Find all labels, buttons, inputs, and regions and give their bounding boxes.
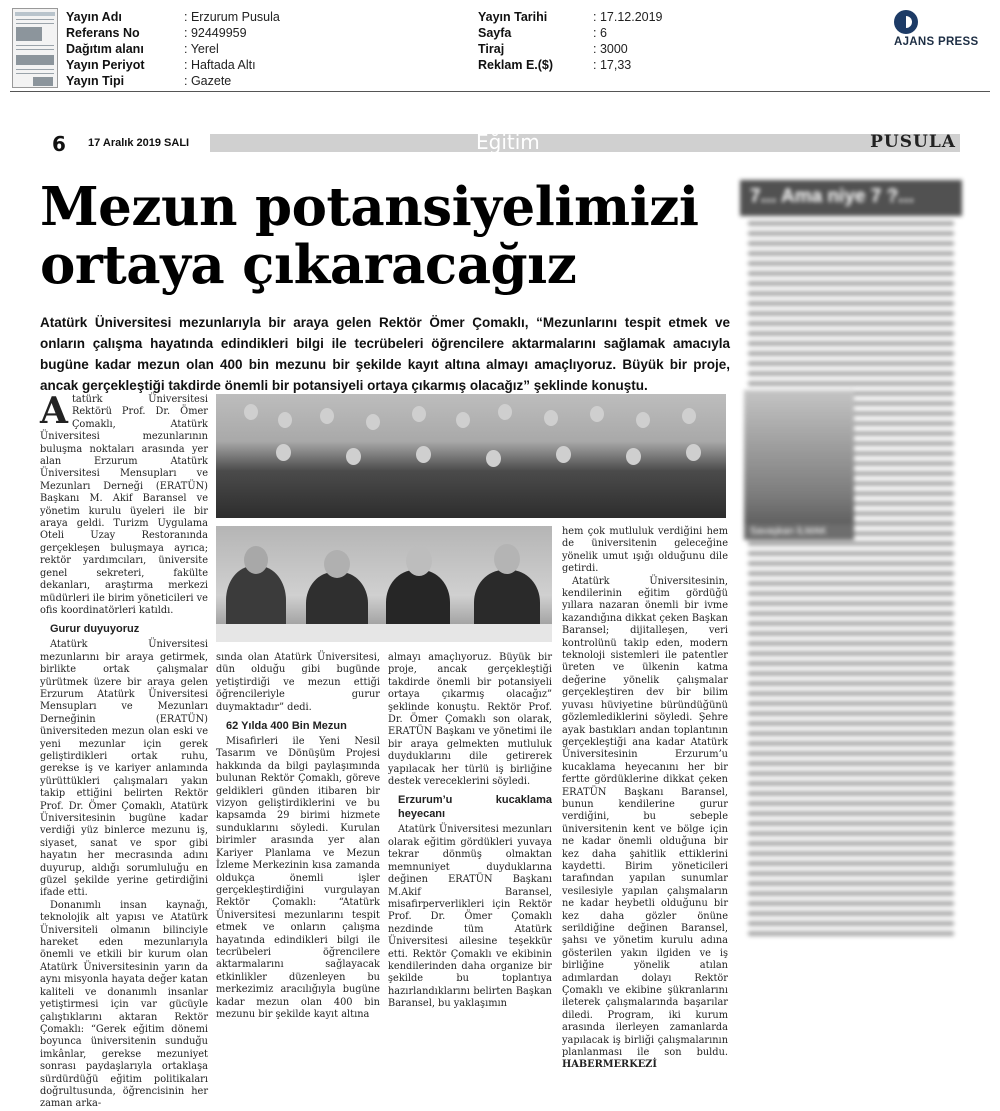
meta-row-distribution xyxy=(66,41,280,57)
paragraph: Atatürk Üniversitesi mezunları olarak eğitim gördükleri yuvaya tekrar dönmüş olmaktan memnuniyet duyduklarına değinen ERATÜN Başkanı M.Akif Baransel, misafirperverlikleri için Rektör Prof. Dr. Ömer Çomaklı nezdinde tüm Atatürk Üniversitesi ailesine teşekkür etti. Rektör Çomaklı ve ekibinin kendilerinden daha organize bir şekilde bu toplantıya hazırlandıklarını belirten Başkan Baransel, bu yaklaşımın xyxy=(388,824,552,1010)
side-text-line xyxy=(748,831,954,836)
side-text-line xyxy=(748,821,954,826)
columnist-name: Savaşkan İLMAK xyxy=(744,524,854,540)
meta-value: : Erzurum Pusula xyxy=(184,10,280,24)
meta-label: Yayın Periyot xyxy=(66,58,145,72)
side-text-line xyxy=(748,561,954,566)
side-text-line xyxy=(748,571,954,576)
side-text-line xyxy=(748,891,954,896)
side-text-line xyxy=(748,271,954,276)
paragraph: Atatürk Üniversitesinin, kendilerinin eğitim gördüğü yıllara nazaran önemli bir ivme kazandığına dikkat çeken Başkan Baransel; dijitalleşen, veri kontrolünü takip eden, modern teknoloji sistemleri ile patentler üreten ve ülkenin katma değerine yönelik çalışmalar gerçekleştiren dev bir bilim yuvası hüviyetine büründüğünü gözlemlediklerini söyledi. Şehre ayak bastıkları andan toplantının gerçekleştiği ana kadar Atatürk Üniversitesinin Erzurum’u kucaklama heyecanını her bir fertte gördüklerine dikkat çeken ERATÜN Başkanı Baransel, bunun kendilerine gurur verdiğini, bu sebeple üniversitenin kent ve bölge için ne kadar önemli olduğuna bir kez daha şahitlik ettiklerini kaydetti. Birim yöneticileri tarafından yapılan sunumlar vesilesiyle yapılan çalışmaların ne kadar heybetli olduğunu bir kez daha gözler önüne serildiğine değinen Baransel, şahsı ve yönetim kurulu adına gösterilen yakın ilgiden ve iş birliğine yönelik atılan adımlardan dolayı Rektör Çomaklı ve ekibine şükranlarını ileterek çalışmalarında başarılar diledi. Program, iki kurum arasında ilerleyen zamanlarda yapılacak iş birliği çalışmalarının planlanması ile son buldu. xyxy=(562,575,728,1059)
meta-label: Referans No xyxy=(66,26,140,40)
person-head xyxy=(456,412,470,428)
thumb-line xyxy=(16,69,54,70)
person-head xyxy=(682,408,696,424)
side-text-line xyxy=(748,781,954,786)
meta-label: Yayın Tarihi xyxy=(478,10,548,24)
person-head xyxy=(636,412,650,428)
thumb-bar xyxy=(15,12,55,16)
thumb-block xyxy=(33,77,53,86)
meta-value: : 17.12.2019 xyxy=(593,10,663,24)
person-head xyxy=(346,448,361,465)
subheading: Erzurum’u kucaklama heyecanı xyxy=(398,794,552,821)
panel-photo[interactable] xyxy=(216,526,552,642)
side-text-line xyxy=(748,341,954,346)
side-text-line xyxy=(748,241,954,246)
side-text-line xyxy=(748,911,954,916)
meta-value: : Haftada Altı xyxy=(184,58,256,72)
meta-value: : 6 xyxy=(593,26,607,40)
article-column-2 xyxy=(216,652,380,1020)
issue-date: 17 Aralık 2019 SALI xyxy=(88,137,190,149)
person-head xyxy=(544,410,558,426)
paragraph: tatürk Üniversitesi Rektörü Prof. Dr. Ömer Çomaklı, Atatürk Üniversitesi mezunlarının buluşma noktaları arasında yer alan Erzurum Atatürk Üniversitesi Mensupları ve Mezunları Derneği (ERATÜN) Başkanı M. Akif Baransel ve yönetim kurulu üyeleri ile bir araya geldi. Turizm Uygulama Oteli Uzay Restoranında gerçekleşen buluşmaya ayrıca; rektör yardımcıları, üniversite genel sekreteri, fakülte dekanları, araştırma merkezi müdürleri ile birim yöneticileri ve ofis koordinatörleri katıldı. xyxy=(40,394,208,616)
meta-row-date xyxy=(478,9,663,25)
side-text-line xyxy=(748,721,954,726)
meta-row-page xyxy=(478,25,663,41)
meta-row-circulation xyxy=(478,41,663,57)
article-column-1 xyxy=(40,390,208,1110)
page-number: 6 xyxy=(52,132,66,156)
person-head xyxy=(406,546,432,576)
side-text-line xyxy=(748,231,954,236)
side-text-line xyxy=(748,631,954,636)
side-column-title: 7... Ama niye 7 ?... xyxy=(740,180,962,216)
paragraph: almayı amaçlıyoruz. Büyük bir proje, ancak gerçekleştiği takdirde önemli bir potansiyeli ortaya çıkarmış olacağız” şeklinde konuştu. Rektör Prof. Dr. Ömer Çomaklı son olarak, ERATÜN Başkanı ve yönetimi ile bir araya gelmekten mutluluk duyduklarını dile getirerek yapılacak her türlü iş birliğine destek vereceklerini söyledi. xyxy=(388,652,552,788)
meta-value: : Gazete xyxy=(184,74,232,88)
side-text-line xyxy=(748,761,954,766)
side-text-line xyxy=(748,751,954,756)
meta-value: : 17,33 xyxy=(593,58,632,72)
side-text-line xyxy=(748,731,954,736)
person-head xyxy=(366,414,380,430)
blurred-side-column xyxy=(740,180,962,944)
headline-line: Mezun potansiyelimizi xyxy=(40,176,699,238)
group-photo[interactable] xyxy=(216,394,726,518)
clipping-header xyxy=(0,0,1000,92)
person-head xyxy=(244,404,258,420)
byline: HABERMERKEZİ xyxy=(562,1059,657,1071)
side-text-line xyxy=(748,881,954,886)
person-head xyxy=(412,406,426,422)
meta-value: : 3000 xyxy=(593,42,628,56)
side-text-line xyxy=(748,221,954,226)
side-text-line xyxy=(748,291,954,296)
side-text-line xyxy=(748,651,954,656)
side-text-line xyxy=(748,661,954,666)
side-text-line xyxy=(748,691,954,696)
side-text-line xyxy=(748,931,954,936)
page-thumbnail[interactable] xyxy=(12,8,58,88)
side-text-line xyxy=(748,671,954,676)
paragraph: hem çok mutluluk verdiğini hem de üniversitenin geleceğine yönelik umut ışığı olduğunu dile getirdi. xyxy=(562,526,728,575)
thumb-line xyxy=(16,73,54,74)
side-text-line xyxy=(748,901,954,906)
newspaper-name: PUSULA xyxy=(870,132,956,152)
meta-label: Tiraj xyxy=(478,42,505,56)
side-text-line xyxy=(748,921,954,926)
side-text-line xyxy=(748,351,954,356)
meta-label: Reklam E.($) xyxy=(478,58,554,72)
person-head xyxy=(686,444,701,461)
side-text-line xyxy=(748,611,954,616)
side-text-line xyxy=(748,771,954,776)
article-column-3 xyxy=(388,652,552,1010)
side-text-line xyxy=(748,321,954,326)
side-text-line xyxy=(748,811,954,816)
side-text-line xyxy=(748,251,954,256)
side-text-line xyxy=(748,361,954,366)
article-headline xyxy=(40,178,730,294)
person-head xyxy=(278,412,292,428)
panel-table xyxy=(216,624,552,642)
side-text-line xyxy=(748,541,954,546)
ajans-press-logo xyxy=(894,10,990,50)
article-column-4 xyxy=(562,526,728,1071)
meta-value: : 92449959 xyxy=(184,26,247,40)
meta-row-publication xyxy=(66,9,280,25)
thumb-line xyxy=(16,49,54,50)
ribbon-left xyxy=(42,130,210,156)
side-text-line xyxy=(748,841,954,846)
paragraph: Donanımlı insan kaynağı, teknolojik alt yapısı ve Atatürk Üniversiteli olmanın bilinciyle hareket eden mezunlarıyla önemli ve etkili bir kurum olan Atatürk Üniversitesinin yarın da aynı misyonla hayata değer katan kaliteli ve donanımlı insanlar yetiştirmesi için var gücüyle çalıştıklarını aktaran Rektör Çomaklı: “Gerek eğitim dönemi boyunca üniversitenin sunduğu imkânlar, gerekse mezuniyet sonrası paydaşlarıyla ortaklaşa sürdürdüğü eğitim politikaları doğrultusunda, öğrencisinin her zaman arka- xyxy=(40,899,208,1110)
person-head xyxy=(494,544,520,574)
side-text-line xyxy=(748,311,954,316)
article-lead: Atatürk Üniversitesi mezunlarıyla bir araya gelen Rektör Ömer Çomaklı, “Mezunlarını tespit etmek ve onların çalışma hayatında edindikleri bilgi ile tecrübeleri öğrencilere aktarmalarını sağlamak amacıyla bugüne kadar mezun olan 400 bin mezunu bir şekilde kayıt altına almayı amaçlıyoruz. Büyük bir proje, ancak gerçekleştiği takdirde önemli bir potansiyeli ortaya çıkarmış olacağız” şeklinde konuştu. xyxy=(40,315,730,393)
person-head xyxy=(244,546,268,574)
thumb-block xyxy=(16,55,54,65)
paragraph: sında olan Atatürk Üniversitesi, dün olduğu gibi bugünde yetiştirdiği ve mezun ettiği öğrencileriyle gurur duymaktadır” dedi. xyxy=(216,652,380,713)
meta-left xyxy=(66,9,280,89)
side-text-line xyxy=(748,681,954,686)
meta-row-period xyxy=(66,57,280,73)
newspaper-page xyxy=(0,92,1000,1110)
thumb-line xyxy=(16,23,54,24)
paragraph: Misafirleri ile Yeni Nesil Tasarım ve Dönüşüm Projesi hakkında da bilgi paylaşımında bulunan Rektör Çomaklı, göreve geldikleri günden itibaren bir vizyon geliştirdiklerini ve bu kapsamda 29 birimi hizmete sunduklarını söyledi. Kurulan birimler arasında yer alan Kariyer Planlama ve Mezun İzleme Merkezinin kısa zamanda oldukça önemli işler gerçekleştirdiğini vurgulayan Rektör Çomaklı: “Atatürk Üniversitesi mezunlarını tespit etmek ve onların çalışma hayatında edindikleri bilgi ile tecrübeleri öğrencilere aktarmalarını sağlayacak etkinlikler düzenleyen bu merkezimiz aracılığıyla bugüne kadar mezun olan 400 bin mezunu bir şekilde kayıt altına xyxy=(216,736,380,1020)
side-text-line xyxy=(748,711,954,716)
side-text-line xyxy=(748,281,954,286)
side-text-line xyxy=(748,381,954,386)
side-text-line xyxy=(748,641,954,646)
meta-row-ad-value xyxy=(478,57,663,73)
columnist-photo xyxy=(744,390,854,540)
meta-label: Dağıtım alanı xyxy=(66,42,144,56)
side-text-line xyxy=(748,791,954,796)
side-text-line xyxy=(748,871,954,876)
side-text-line xyxy=(748,301,954,306)
side-text-line xyxy=(748,331,954,336)
side-text-line xyxy=(748,581,954,586)
person-head xyxy=(556,446,571,463)
headline-line: ortaya çıkaracağız xyxy=(40,234,577,296)
logo-text: AJANS PRESS xyxy=(894,36,979,48)
side-text-line xyxy=(748,261,954,266)
side-text-line xyxy=(748,551,954,556)
side-text-line xyxy=(748,701,954,706)
meta-row-type xyxy=(66,73,280,89)
paragraph: Atatürk Üniversitesi mezunlarını bir araya getirmek, birlikte ortak çalışmalar yürütmek üzere bir araya gelen Erzurum Atatürk Üniversitesi Mensupları ve Mezunları Derneğinin (ERATÜN) üniversiteden mezun olan eski ve yeni mezunlar için gerek geliştirdikleri ortak ruhu, gerekse iş ve kariyer anlamında yürüttükleri çalışmaları yakın takip ettiğini belirten Rektör Prof. Dr. Ömer Çomaklı, Atatürk Üniversitesinin bugüne kadar verdiği yüz binlerce mezunu iş, siyaset, sanat ve spor gibi hayatın her mecrasında adını duyurup, aldığı sorumluluğu en güzel şekilde yerine getirdiğini ifade etti. xyxy=(40,639,208,899)
page-ribbon xyxy=(42,130,960,156)
side-text-line xyxy=(748,601,954,606)
meta-label: Sayfa xyxy=(478,26,512,40)
meta-row-reference xyxy=(66,25,280,41)
side-text-line xyxy=(748,621,954,626)
person-head xyxy=(324,550,350,578)
side-text-line xyxy=(748,851,954,856)
person-head xyxy=(320,408,334,424)
meta-label: Yayın Adı xyxy=(66,10,122,24)
side-text-line xyxy=(748,371,954,376)
side-text-line xyxy=(748,801,954,806)
thumb-line xyxy=(16,45,54,46)
person-head xyxy=(276,444,291,461)
side-text-line xyxy=(748,591,954,596)
person-head xyxy=(416,446,431,463)
logo-mark-icon xyxy=(894,10,918,34)
side-text-line xyxy=(748,741,954,746)
meta-label: Yayın Tipi xyxy=(66,74,125,88)
thumb-block xyxy=(16,27,42,41)
section-name: Eğitim xyxy=(476,130,540,154)
meta-value: : Yerel xyxy=(184,42,219,56)
drop-cap: A xyxy=(40,390,68,432)
person-head xyxy=(486,450,501,467)
meta-right xyxy=(478,9,663,73)
subheading: 62 Yılda 400 Bin Mezun xyxy=(226,720,347,733)
side-text-line xyxy=(748,861,954,866)
person-head xyxy=(498,404,512,420)
subheading: Gurur duyuyoruz xyxy=(50,623,140,636)
person-head xyxy=(590,406,604,422)
person-head xyxy=(626,448,641,465)
thumb-line xyxy=(16,19,54,20)
